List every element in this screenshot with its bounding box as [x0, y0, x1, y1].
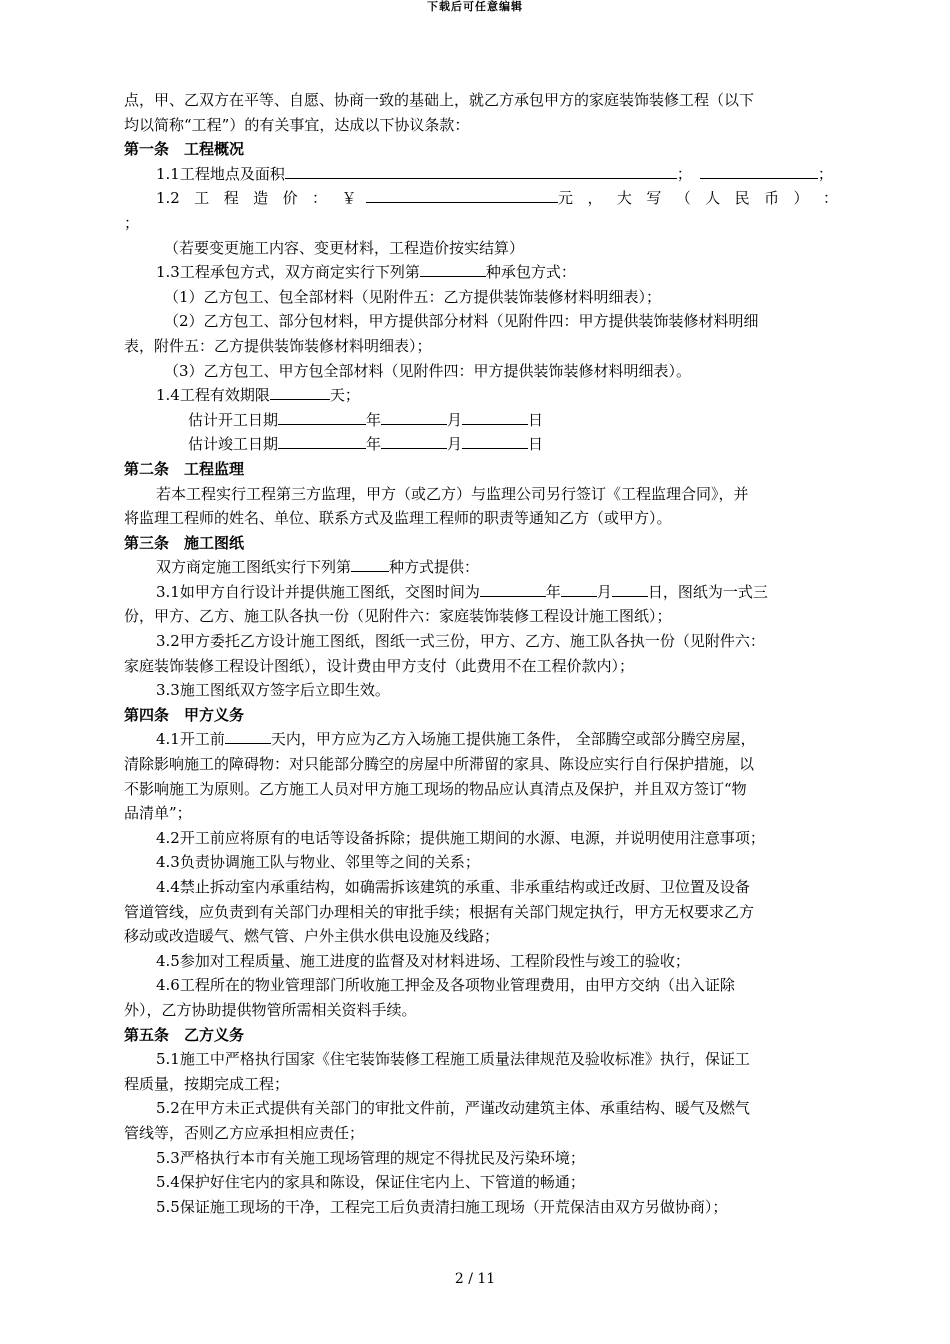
clause-text: ） [793, 189, 809, 208]
clause-text: ，图纸为一式三 [662, 582, 768, 601]
clause-3-3: 3.3施工图纸双方签字后立即生效。 [156, 681, 390, 700]
clause-text: 工 [194, 189, 210, 208]
clause-text: 1.1工程地点及面积 [156, 164, 285, 183]
paragraph-line: 均以简称“工程”）的有关事宜，达成以下协议条款： [124, 115, 470, 134]
start-date-line [124, 408, 838, 433]
clause-text: 天内，甲方应为乙方入场施工提供施工条件， 全部腾空或部分腾空房屋， [270, 730, 756, 749]
clause-text: 月 [596, 582, 612, 601]
end-date-line [124, 432, 838, 457]
clause-text: 币 [764, 189, 780, 208]
clause-4-2: 4.2开工前应将原有的电话等设备拆除；提供施工期间的水源、电源，并说明使用注意事项； [156, 828, 765, 847]
paragraph-line: 将监理工程师的姓名、单位、联系方式及监理工程师的职责等通知乙方（或甲方）。 [124, 509, 672, 528]
blank-field [462, 433, 528, 449]
blank-field [366, 187, 558, 203]
blank-field [278, 409, 366, 425]
clause-text: 元 [558, 189, 574, 208]
blank-field [612, 581, 648, 597]
header-note: 下载后可任意编辑 [427, 0, 523, 13]
blank-field [700, 163, 818, 179]
blank-field [420, 261, 486, 277]
clause-5-4: 5.4保护好住宅内的家具和陈设，保证住宅内上、下管道的畅通； [156, 1173, 585, 1192]
clause-text: 1.4工程有效期限 [156, 386, 270, 405]
blank-field [351, 556, 389, 572]
clause-text: 日 [528, 410, 544, 429]
contract-body [124, 88, 838, 1219]
clause-1-2-note: （若要变更施工内容、变更材料，工程造价按实结算） [164, 238, 525, 257]
clause-text: 估计竣工日期 [188, 435, 279, 454]
article-heading-4: 第四条 甲方义务 [124, 705, 245, 724]
clause-text: 种承包方式： [485, 263, 576, 282]
option-1: （1）乙方包工、包全部材料（见附件五：乙方提供装饰装修材料明细表）； [164, 287, 662, 306]
clause-text: 4.1开工前 [156, 730, 225, 749]
clause-text: 民 [734, 189, 750, 208]
clause-text: ： [822, 189, 838, 208]
clause-4-4-cont: 移动或改造暖气、燃气管、户外主供水供电设施及线路； [124, 927, 500, 946]
clause-text: 天； [329, 386, 360, 405]
clause-4-6: 4.6工程所在的物业管理部门所收施工押金及各项物业管理费用，由甲方交纳（出入证除 [156, 976, 735, 995]
clause-text: 月 [447, 435, 463, 454]
clause-4-1-cont: 不影响施工为原则。乙方施工人员对甲方施工现场的物品应认真清点及保护，并且双方签订“物 [124, 779, 747, 798]
clause-3-2: 3.2甲方委托乙方设计施工图纸，图纸一式三份，甲方、乙方、施工队各执一份（见附件六： [156, 632, 765, 651]
clause-1-3 [124, 260, 838, 285]
clause-text: ； [817, 164, 833, 183]
total-pages: 11 [477, 1271, 496, 1287]
clause-1-2 [124, 186, 838, 211]
clause-1-2-end: ； [124, 213, 140, 232]
blank-field [285, 163, 677, 179]
clause-text: 日 [528, 435, 544, 454]
clause-4-4-cont: 管道管线，应负责到有关部门办理相关的审批手续；根据有关部门规定执行，甲方无权要求乙方 [124, 902, 755, 921]
clause-4-1-cont: 清除影响施工的障碍物：对只能部分腾空的房屋中所滞留的家具、陈设应实行自行保护措施，以 [124, 755, 755, 774]
clause-4-4: 4.4禁止拆动室内承重结构，如确需拆该建筑的承重、非承重结构或迁改厨、卫位置及设备 [156, 878, 750, 896]
clause-3-1 [124, 580, 838, 605]
article-heading-1: 第一条 工程概况 [124, 140, 245, 159]
blank-field [225, 728, 271, 744]
blank-field [480, 581, 546, 597]
clause-text: 大 [616, 189, 632, 208]
clause-text: 人 [705, 189, 721, 208]
blank-field [381, 409, 447, 425]
clause-text: 年 [366, 435, 382, 454]
clause-4-1-cont: 品清单”； [124, 804, 192, 823]
paragraph-line: 若本工程实行工程第三方监理，甲方（或乙方）与监理公司另行签订《工程监理合同》，并 [156, 484, 749, 503]
currency-symbol: ￥ [341, 189, 357, 208]
clause-text: 年 [366, 410, 382, 429]
clause-text: 种方式提供： [389, 558, 480, 577]
clause-text: 日 [647, 582, 663, 601]
price-field [341, 186, 573, 211]
clause-text: 双方商定施工图纸实行下列第 [156, 558, 352, 577]
clause-4-5: 4.5参加对工程质量、施工进度的监督及对材料进场、工程阶段性与竣工的验收； [156, 951, 690, 970]
page-separator: / [468, 1271, 473, 1287]
article-heading-2: 第二条 工程监理 [124, 459, 245, 478]
clause-text: ， [587, 189, 603, 208]
blank-field [278, 433, 366, 449]
blank-field [561, 581, 597, 597]
clause-text: （ [675, 189, 691, 208]
paragraph-line: 点，甲、乙双方在平等、自愿、协商一致的基础上，就乙方承包甲方的家庭装饰装修工程（以下 [124, 91, 755, 109]
option-2: （2）乙方包工、部分包材料，甲方提供部分材料（见附件四：甲方提供装饰装修材料明细 [164, 312, 759, 331]
current-page-number: 2 [454, 1271, 464, 1287]
clause-5-1: 5.1施工中严格执行国家《住宅装饰装修工程施工质量法律规范及验收标准》执行，保证工 [156, 1050, 750, 1069]
clause-5-1-cont: 程质量，按期完成工程； [124, 1074, 290, 1093]
clause-3-2-cont: 家庭装饰装修工程设计图纸），设计费由甲方支付（此费用不在工程价款内）； [124, 656, 635, 675]
clause-5-2: 5.2在甲方未正式提供有关部门的审批文件前，严谨改动建筑主体、承重结构、暖气及燃气 [156, 1099, 750, 1118]
blank-field [462, 409, 528, 425]
clause-text: ： [312, 189, 328, 208]
blank-field [270, 384, 330, 400]
clause-5-2-cont: 管线等，否则乙方应承担相应责任； [124, 1123, 365, 1142]
clause-1-4 [124, 383, 838, 408]
clause-text: 写 [646, 189, 662, 208]
article-heading-5: 第五条 乙方义务 [124, 1025, 245, 1044]
clause-text: 1.2 [156, 189, 180, 208]
clause-3-1-cont: 份，甲方、乙方、施工队各执一份（见附件六：家庭装饰装修工程设计施工图纸）； [124, 607, 672, 626]
clause-text: 估计开工日期 [188, 410, 279, 429]
clause-4-6-cont: 外），乙方协助提供物管所需相关资料手续。 [124, 1000, 417, 1019]
option-2-cont: 表，附件五：乙方提供装饰装修材料明细表）； [124, 336, 432, 355]
clause-text: 1.3工程承包方式，双方商定实行下列第 [156, 263, 420, 282]
blank-field [381, 433, 447, 449]
page-number [0, 1270, 950, 1288]
clause-text: 月 [447, 410, 463, 429]
clause-text: ； [676, 164, 692, 183]
clause-text: 造 [253, 189, 269, 208]
clause-4-3: 4.3负责协调施工队与物业、邻里等之间的关系； [156, 853, 480, 872]
clause-text: 3.1如甲方自行设计并提供施工图纸，交图时间为 [156, 582, 480, 601]
clause-5-3: 5.3严格执行本市有关施工现场管理的规定不得扰民及污染环境； [156, 1148, 585, 1167]
article-heading-3: 第三条 施工图纸 [124, 533, 245, 552]
clause-5-5: 5.5保证施工现场的干净，工程完工后负责清扫施工现场（开荒保洁由双方另做协商）； [156, 1197, 728, 1216]
clause-text: 年 [545, 582, 561, 601]
clause-1-1 [124, 162, 838, 187]
paragraph-line [124, 555, 838, 580]
clause-text: 程 [223, 189, 239, 208]
clause-text: 价 [282, 189, 298, 208]
option-3: （3）乙方包工、甲方包全部材料（见附件四：甲方提供装饰装修材料明细表）。 [164, 361, 692, 380]
clause-4-1 [124, 727, 838, 752]
